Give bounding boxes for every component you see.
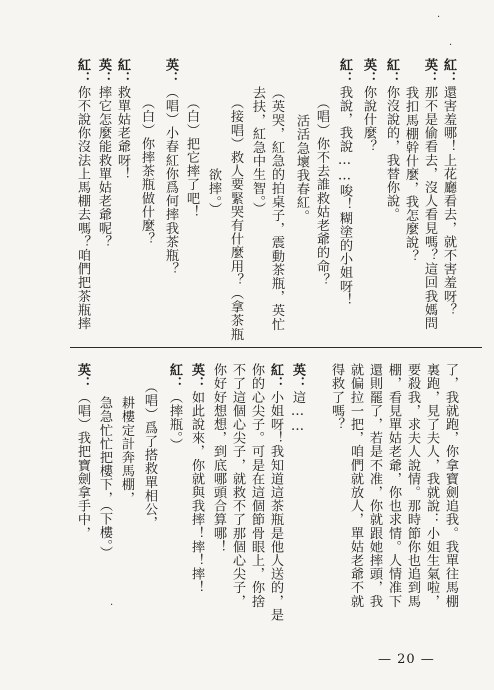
text-column: [421, 58, 438, 330]
text-column: [404, 363, 421, 608]
speaker-label: 紅：: [384, 58, 399, 86]
speaker-label: 英：: [163, 58, 178, 86]
dialogue-text: （唱）你不去誰救姑老爺的命？: [314, 96, 329, 287]
text-column: [229, 363, 246, 608]
dialogue-text: （白）你摔茶瓶做什麼？: [139, 96, 154, 246]
dialogue-text: （唱）我把寶劍拿手中，: [75, 390, 90, 540]
text-column: [402, 86, 419, 263]
text-column: [336, 58, 353, 306]
text-column: [328, 363, 345, 431]
dialogue-text: 你的心尖子。可是在這個節骨眼上，你捨: [249, 363, 264, 608]
text-column: [423, 363, 440, 608]
text-column: [385, 363, 402, 608]
text-column: [249, 86, 266, 215]
dialogue-text: 救單姑老爺呀！: [115, 85, 130, 181]
speaker-label: 紅：: [75, 58, 90, 86]
dialogue-text: 這……: [290, 390, 305, 435]
dialogue-text: 要殺我，求夫人說情。那時節你也追到馬: [405, 363, 420, 608]
dialogue-text: 了，我就跑，你拿寶劍追我。我單往馬棚: [443, 363, 458, 608]
text-column: [440, 58, 457, 316]
text-column: [95, 58, 112, 248]
text-column: [313, 96, 330, 286]
speaker-label: 英：: [75, 363, 90, 391]
speaker-label: 英：: [96, 58, 111, 86]
dialogue-text: 你說什麼？: [361, 85, 376, 154]
speaker-label: 紅：: [337, 58, 352, 86]
page-number: — 20 —: [378, 652, 435, 667]
speaker-label: 紅：: [167, 363, 182, 391]
speaker-label: 紅：: [441, 58, 456, 86]
text-column: [183, 96, 200, 218]
dialogue-text: 小姐呀！我知道這茶瓶是他人送的，是: [268, 390, 283, 622]
speaker-label: 紅：: [268, 363, 283, 391]
dialogue-text: 就偏拉一把，咱們就放人，單姑老爺不就: [348, 363, 363, 608]
margin-mark: ·: [449, 40, 453, 51]
dialogue-text: 你不說你沒法上馬棚去嗎？咱們把茶瓶摔: [75, 85, 90, 331]
text-column: [210, 363, 227, 553]
text-column: [74, 58, 91, 330]
dialogue-text: 如此說來，你就與我摔！摔！摔！: [189, 390, 204, 595]
dialogue-text: 急急忙忙把樓下，（下樓。）: [97, 396, 112, 560]
dialogue-text: （唱）小春紅你爲何摔我茶瓶？: [163, 85, 178, 276]
dialogue-text: （白）把它摔了吧！: [184, 96, 199, 219]
text-column: [205, 168, 222, 216]
text-column: [248, 363, 265, 608]
text-column: [347, 363, 364, 608]
dialogue-text: 我扣馬棚幹什麼，我怎麼說？: [403, 86, 418, 263]
dialogue-text: 那不是偷看去，沒人看見嗎？這回我媽問: [422, 85, 437, 331]
text-column: [360, 58, 377, 153]
text-column: [442, 363, 459, 608]
dialogue-text: 裏跑，見了夫人，我就說：小姐生氣啦，: [424, 363, 439, 608]
text-column: [227, 96, 244, 341]
dialogue-text: 摔它怎麼能救單姑老爺呢？: [96, 85, 111, 249]
text-column: [383, 58, 400, 221]
dialogue-text: 得救了嗎？: [329, 363, 344, 431]
dialogue-text: （接唱）救人要緊哭有什麼用？（拿茶瓶: [228, 96, 243, 341]
text-column: [114, 58, 131, 180]
text-column: [162, 58, 179, 276]
text-column: [74, 363, 91, 540]
dialogue-text: 還則罷了，若是不准，你就跟她摔頭，我: [367, 363, 382, 608]
text-column: [141, 380, 158, 530]
text-column: [366, 363, 383, 608]
text-column: [188, 363, 205, 594]
dialogue-text: 去扶，紅急中生智。）: [250, 86, 265, 216]
dialogue-text: 棚，看見單姑老爺，你也求情。人情准下: [386, 363, 401, 608]
dialogue-text: 耕樓定計奔馬棚，: [119, 396, 134, 505]
dialogue-text: （摔瓶。）: [167, 390, 182, 452]
dialogue-text: 活活急壞我春紅。: [294, 114, 309, 223]
dialogue-text: 你沒說的，我替你說。: [384, 85, 399, 222]
speaker-label: 紅：: [115, 58, 130, 86]
speaker-label: 英：: [422, 58, 437, 86]
text-column: [96, 396, 113, 560]
text-column: [268, 86, 285, 331]
speaker-label: 英：: [290, 363, 305, 391]
dialogue-text: 我說，我說……唆！糊塗的小姐呀！: [337, 85, 352, 307]
speaker-label: 英：: [361, 58, 376, 86]
dialogue-text: （英哭，紅急的拍桌子，震動茶瓶，英忙: [269, 86, 284, 331]
dialogue-text: 你好好想想，到底哪頭合算哪！: [211, 363, 226, 554]
text-column: [138, 96, 155, 246]
text-column: [267, 363, 284, 621]
dialogue-text: （唱）爲了搭救單相公，: [142, 380, 157, 530]
text-column: [293, 114, 310, 223]
dialogue-text: 不了這個心尖子，就救不了那個心尖子，: [230, 363, 245, 608]
speaker-label: 英：: [189, 363, 204, 391]
text-column: [166, 363, 183, 452]
section-divider: [70, 347, 482, 348]
margin-mark: ·: [437, 12, 441, 23]
margin-mark: ·: [110, 600, 114, 611]
dialogue-text: 欲摔。）: [206, 168, 221, 216]
text-column: [118, 396, 135, 505]
dialogue-text: 還害羞哪！上花廳看去，就不害羞呀？: [441, 85, 456, 317]
text-column: [289, 363, 306, 435]
